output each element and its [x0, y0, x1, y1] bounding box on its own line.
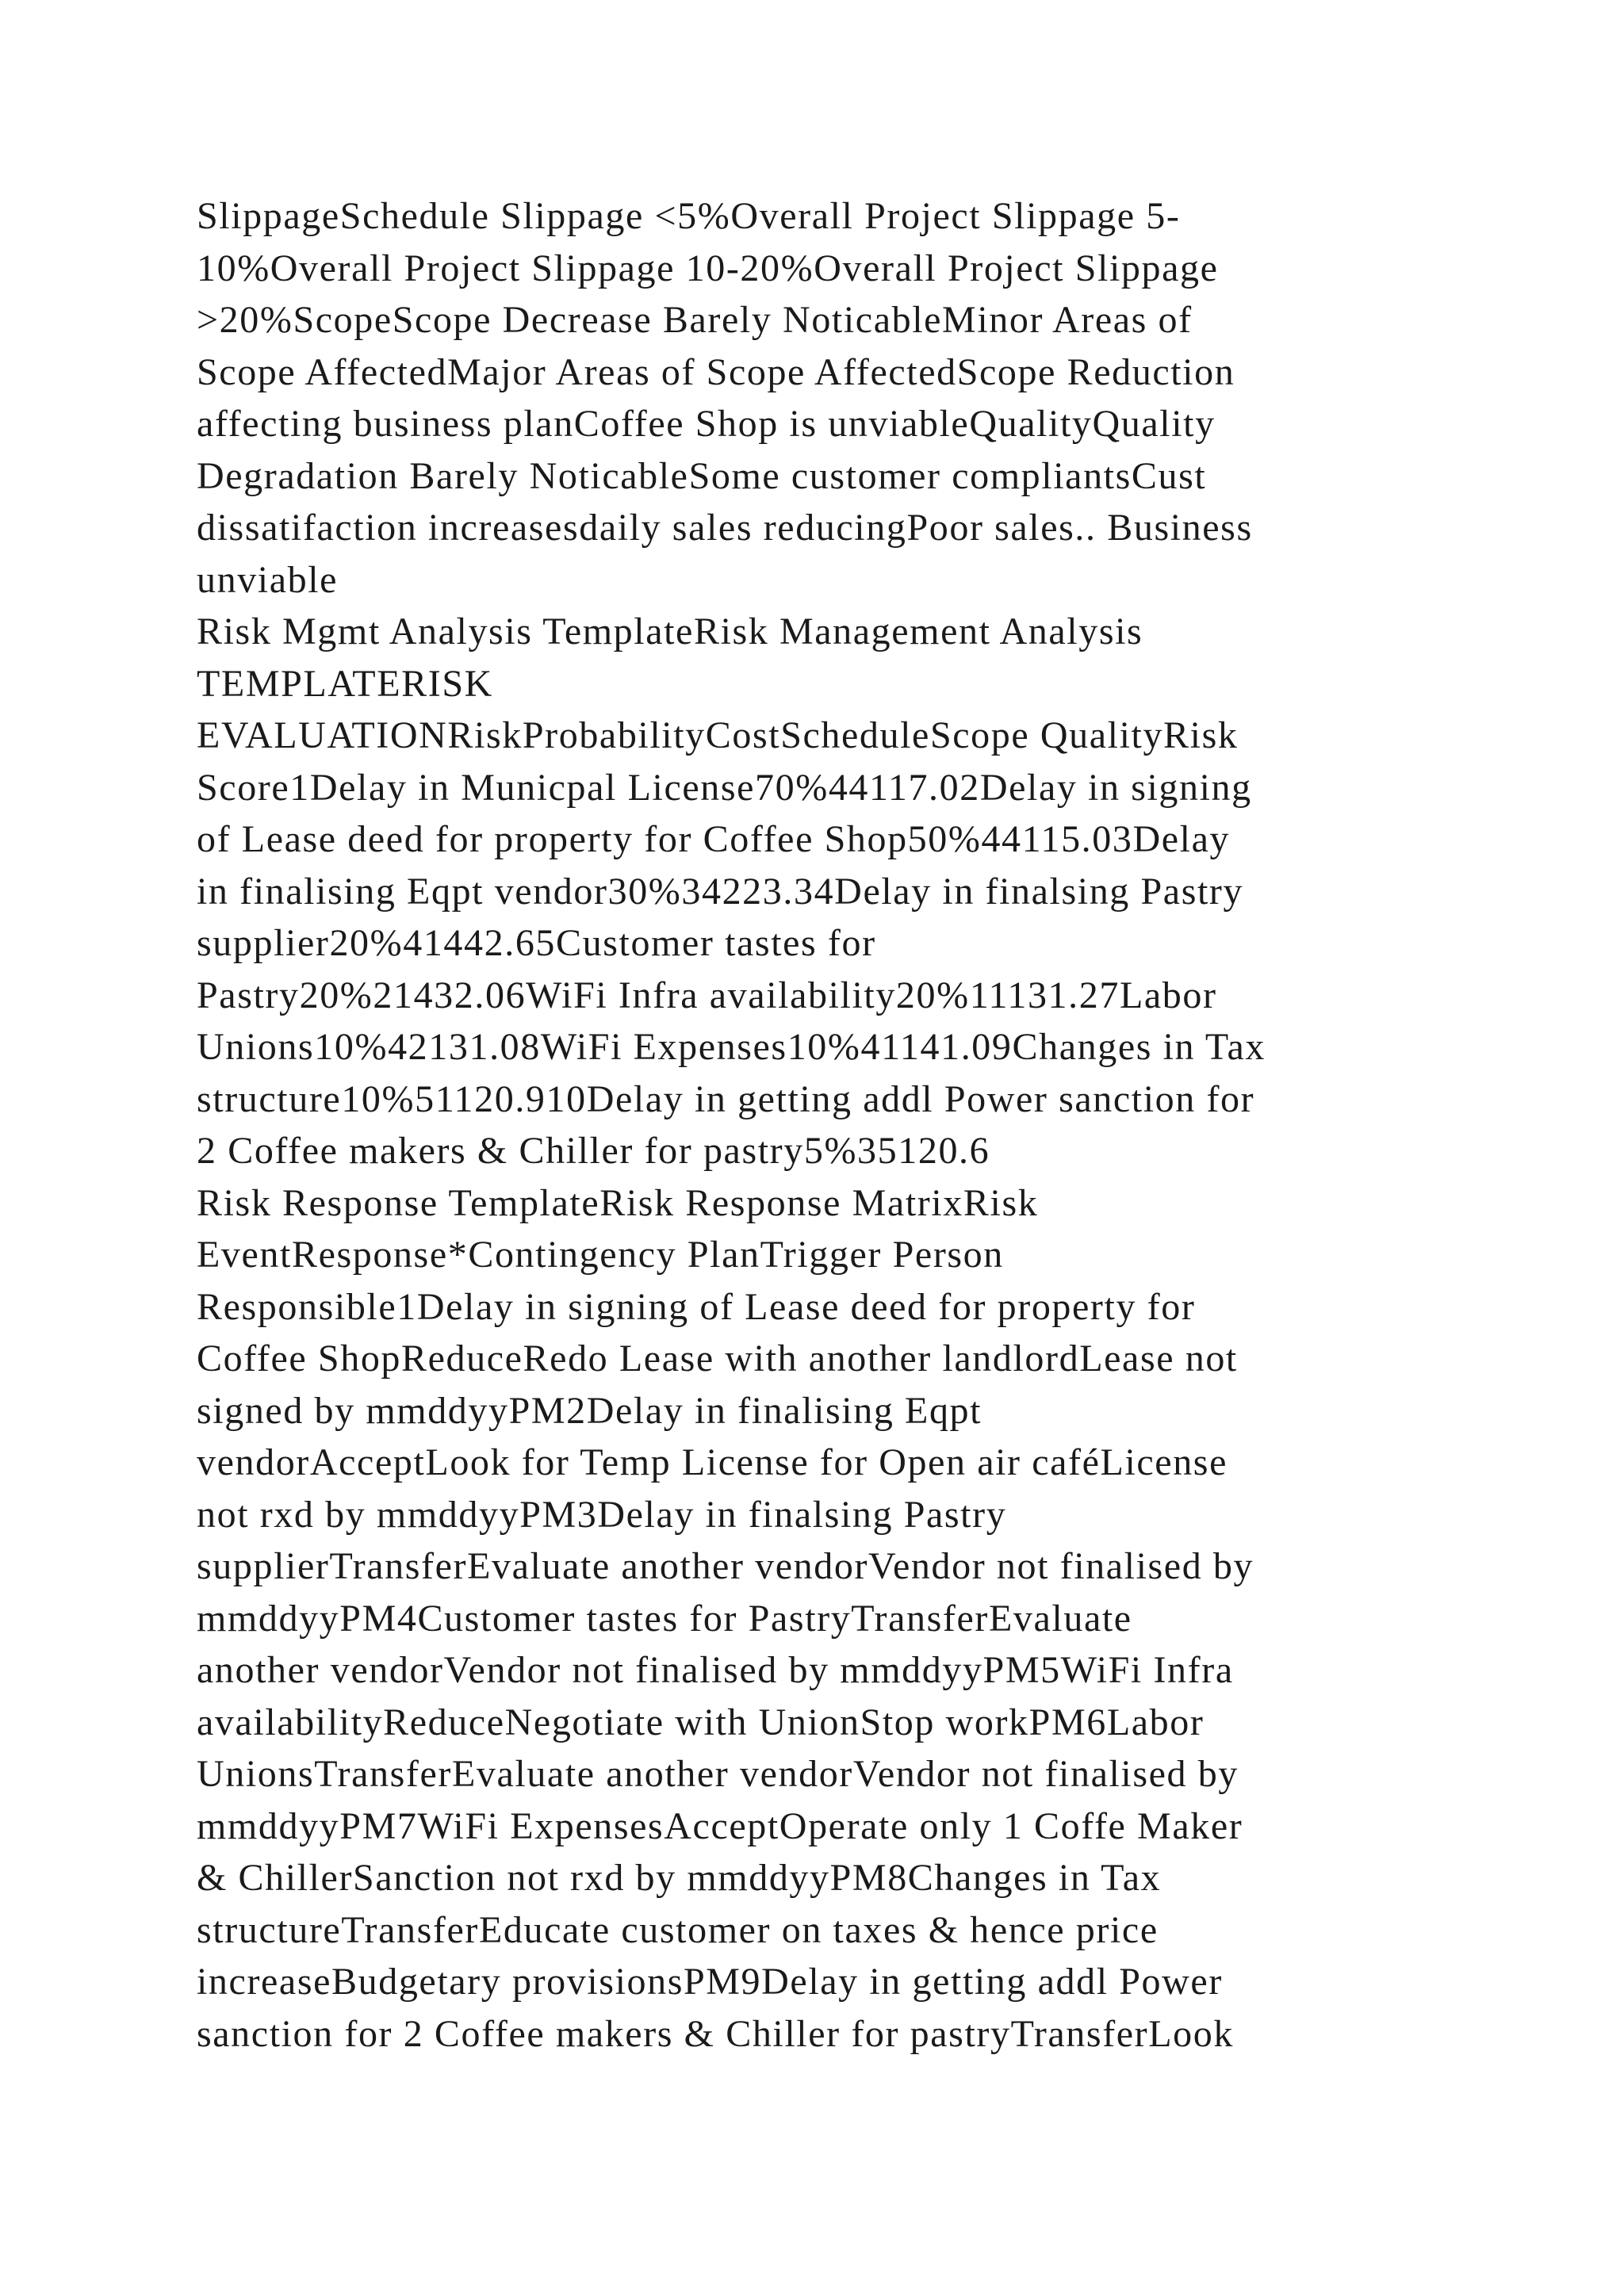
text-line: structureTransferEducate customer on taxes & hence price	[197, 1908, 1159, 1951]
text-line: supplier20%41442.65Customer tastes for	[197, 922, 876, 964]
text-line: dissatifaction increasesdaily sales reducingPoor sales.. Business	[197, 507, 1253, 549]
text-line: Responsible1Delay in signing of Lease deed for property for	[197, 1285, 1196, 1328]
text-line: unviable	[197, 558, 339, 601]
text-line: availabilityReduceNegotiate with UnionStop workPM6Labor	[197, 1701, 1205, 1743]
text-line: Unions10%42131.08WiFi Expenses10%41141.09Changes in Tax	[197, 1026, 1266, 1068]
text-line: EVALUATIONRiskProbabilityCostScheduleScope QualityRisk	[197, 714, 1239, 756]
text-line: Score1Delay in Municpal License70%44117.02Delay in signing	[197, 766, 1252, 809]
text-line: sanction for 2 Coffee makers & Chiller for pastryTransferLook	[197, 2012, 1234, 2055]
text-line: Coffee ShopReduceRedo Lease with another landlordLease not	[197, 1337, 1238, 1380]
text-line: vendorAcceptLook for Temp License for Open air caféLicense	[197, 1441, 1228, 1483]
text-line: Degradation Barely NoticableSome customer compliantsCust	[197, 454, 1207, 497]
text-line: TEMPLATERISK	[197, 662, 493, 705]
text-line: not rxd by mmddyyPM3Delay in finalsing Pastry	[197, 1493, 1007, 1536]
text-line: Scope AffectedMajor Areas of Scope AffectedScope Reduction	[197, 350, 1235, 393]
text-line: supplierTransferEvaluate another vendorVendor not finalised by	[197, 1545, 1254, 1587]
text-line: SlippageSchedule Slippage <5%Overall Project Slippage 5-	[197, 195, 1181, 237]
text-line: structure10%51120.910Delay in getting addl Power sanction for	[197, 1077, 1255, 1120]
text-line: Pastry20%21432.06WiFi Infra availability20%11131.27Labor	[197, 974, 1217, 1016]
text-line: mmddyyPM4Customer tastes for PastryTransferEvaluate	[197, 1597, 1132, 1640]
text-line: EventResponse*Contingency PlanTrigger Person	[197, 1234, 1004, 1276]
text-line: mmddyyPM7WiFi ExpensesAcceptOperate only 1 Coffe Maker	[197, 1804, 1243, 1847]
text-line: >20%ScopeScope Decrease Barely NoticableMinor Areas of	[197, 299, 1193, 341]
text-line: affecting business planCoffee Shop is unviableQualityQuality	[197, 403, 1216, 445]
text-line: another vendorVendor not finalised by mmddyyPM5WiFi Infra	[197, 1649, 1234, 1691]
text-line: in finalising Eqpt vendor30%34223.34Delay in finalsing Pastry	[197, 870, 1244, 913]
document-text	[197, 190, 1465, 2060]
text-line: Risk Response TemplateRisk Response MatrixRisk	[197, 1181, 1039, 1224]
text-line: 10%Overall Project Slippage 10-20%Overall Project Slippage	[197, 247, 1219, 289]
text-line: UnionsTransferEvaluate another vendorVendor not finalised by	[197, 1753, 1239, 1795]
text-line: signed by mmddyyPM2Delay in finalising Eqpt	[197, 1389, 982, 1432]
text-line: increaseBudgetary provisionsPM9Delay in getting addl Power	[197, 1961, 1223, 2003]
text-line: Risk Mgmt Analysis TemplateRisk Management Analysis	[197, 610, 1143, 652]
text-line: & ChillerSanction not rxd by mmddyyPM8Changes in Tax	[197, 1857, 1162, 1899]
text-line: 2 Coffee makers & Chiller for pastry5%35120.6	[197, 1130, 990, 1172]
text-line: of Lease deed for property for Coffee Shop50%44115.03Delay	[197, 818, 1231, 860]
